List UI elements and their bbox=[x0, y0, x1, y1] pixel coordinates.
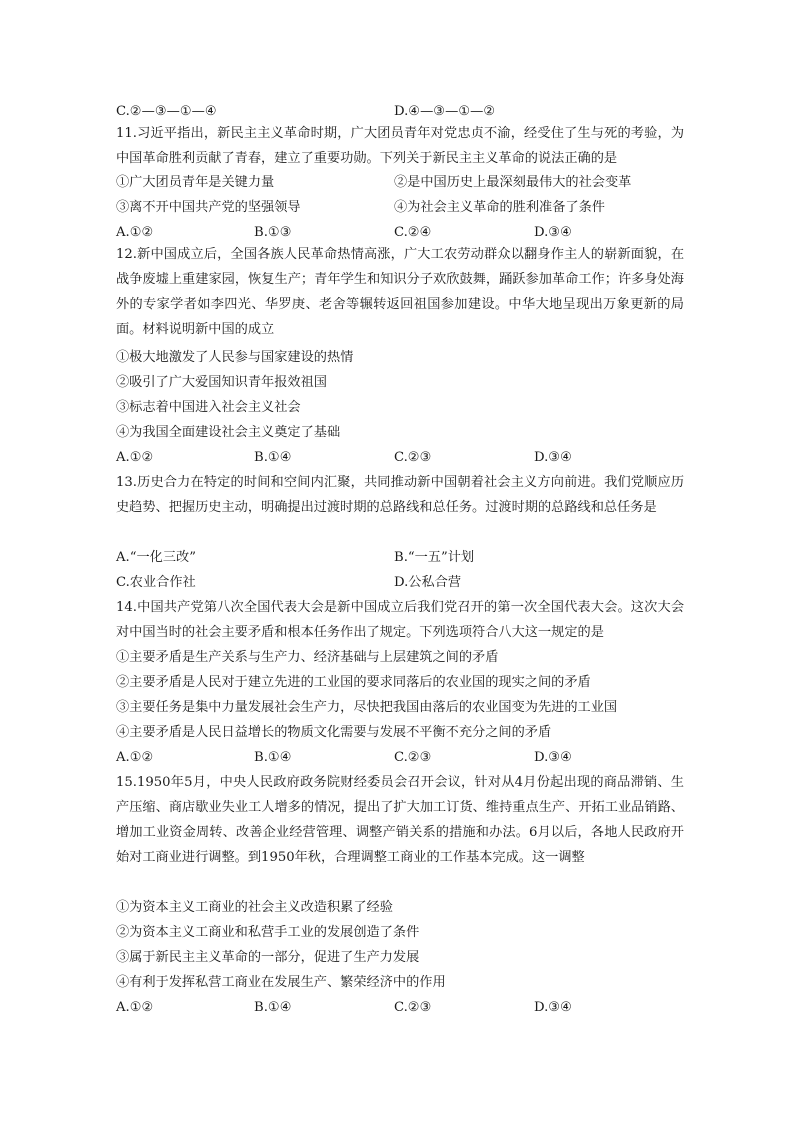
question-14-option-a: A.①② bbox=[116, 750, 154, 765]
question-11-stem: 11.习近平指出，新民主主义革命时期，广大团员青年对党忠贞不渝，经受住了生与死的考验，为中国革命胜利贡献了青春，建立了重要功勋。下列关于新民主主义革命的说法正确的是 bbox=[116, 126, 684, 166]
question-11-option-a: A.①② bbox=[116, 225, 154, 240]
question-13-option-a: A.“一化三改” bbox=[116, 550, 196, 565]
question-12-statement-3: ③标志着中国进入社会主义社会 bbox=[116, 400, 301, 415]
question-11-option-c: C.②④ bbox=[394, 225, 432, 240]
question-12-option-d: D.③④ bbox=[534, 450, 572, 465]
question-12-statement-4: ④为我国全面建设社会主义奠定了基础 bbox=[116, 425, 341, 440]
question-13-option-c: C.农业合作社 bbox=[116, 575, 196, 590]
question-15-statement-2: ②为资本主义工商业和私营手工业的发展创造了条件 bbox=[116, 925, 420, 940]
question-14-stem: 14.中国共产党第八次全国代表大会是新中国成立后我们党召开的第一次全国代表大会。这次大会对中国当时的社会主要矛盾和根本任务作出了规定。下列选项符合八大这一规定的是 bbox=[116, 600, 684, 640]
option-d: D.④—③—①—② bbox=[394, 104, 496, 119]
question-12-statement-1: ①极大地激发了人民参与国家建设的热情 bbox=[116, 350, 354, 365]
question-11-option-d: D.③④ bbox=[534, 225, 572, 240]
question-15-statement-4: ④有利于发挥私营工商业在发展生产、繁荣经济中的作用 bbox=[116, 975, 446, 990]
question-14-statement-1: ①主要矛盾是生产关系与生产力、经济基础与上层建筑之间的矛盾 bbox=[116, 650, 499, 665]
question-11-statement-3: ③离不开中国共产党的坚强领导 bbox=[116, 200, 301, 215]
question-12-option-c: C.②③ bbox=[394, 450, 432, 465]
question-13-option-b: B.“一五”计划 bbox=[394, 550, 475, 565]
question-12-option-b: B.①④ bbox=[254, 450, 292, 465]
question-15-stem: 15.1950年5月，中央人民政府政务院财经委员会召开会议，针对从4月份起出现的商品滞销、生产压缩、商店歇业失业工人增多的情况，提出了扩大加工订货、维持重点生产、开拓工业品销路、增加工业资金周转、改善企业经营管理、调整产销关系的措施和办法。6月以后，各地人民政府开始对工商业进行调整。到1950年秋，合理调整工商业的工作基本完成。这一调整 bbox=[116, 775, 684, 865]
question-13-option-d: D.公私合营 bbox=[394, 575, 462, 590]
question-15-statement-1: ①为资本主义工商业的社会主义改造积累了经验 bbox=[116, 900, 393, 915]
question-15-statement-3: ③属于新民主主义革命的一部分，促进了生产力发展 bbox=[116, 950, 420, 965]
question-15-option-b: B.①④ bbox=[254, 1000, 292, 1015]
question-12-stem: 12.新中国成立后，全国各族人民革命热情高涨，广大工农劳动群众以翻身作主人的崭新面貌，在战争废墟上重建家园，恢复生产；青年学生和知识分子欢欣鼓舞，踊跃参加革命工作；许多身处海外的专家学者如李四光、华罗庚、老舍等辗转返回祖国参加建设。中华大地呈现出万象更新的局面。材料说明新中国的成立 bbox=[116, 247, 684, 337]
question-15-option-c: C.②③ bbox=[394, 1000, 432, 1015]
question-12-option-a: A.①② bbox=[116, 450, 154, 465]
question-12-statement-2: ②吸引了广大爱国知识青年报效祖国 bbox=[116, 375, 327, 390]
question-13-stem: 13.历史合力在特定的时间和空间内汇聚，共同推动新中国朝着社会主义方向前进。我们党顺应历史趋势、把握历史主动，明确提出过渡时期的总路线和总任务。过渡时期的总路线和总任务是 bbox=[116, 475, 684, 515]
question-11-statement-1: ①广大团员青年是关键力量 bbox=[116, 175, 275, 190]
question-11-statement-4: ④为社会主义革命的胜利准备了条件 bbox=[394, 200, 605, 215]
question-14-statement-2: ②主要矛盾是人民对于建立先进的工业国的要求同落后的农业国的现实之间的矛盾 bbox=[116, 675, 591, 690]
question-11-option-b: B.①③ bbox=[254, 225, 292, 240]
question-14-statement-4: ④主要矛盾是人民日益增长的物质文化需要与发展不平衡不充分之间的矛盾 bbox=[116, 725, 552, 740]
question-14-statement-3: ③主要任务是集中力量发展社会生产力，尽快把我国由落后的农业国变为先进的工业国 bbox=[116, 700, 618, 715]
question-14-option-c: C.②③ bbox=[394, 750, 432, 765]
question-11-statement-2: ②是中国历史上最深刻最伟大的社会变革 bbox=[394, 175, 632, 190]
question-15-option-a: A.①② bbox=[116, 1000, 154, 1015]
question-15-option-d: D.③④ bbox=[534, 1000, 572, 1015]
option-c: C.②—③—①—④ bbox=[116, 104, 217, 119]
question-14-option-d: D.③④ bbox=[534, 750, 572, 765]
question-14-option-b: B.①④ bbox=[254, 750, 292, 765]
